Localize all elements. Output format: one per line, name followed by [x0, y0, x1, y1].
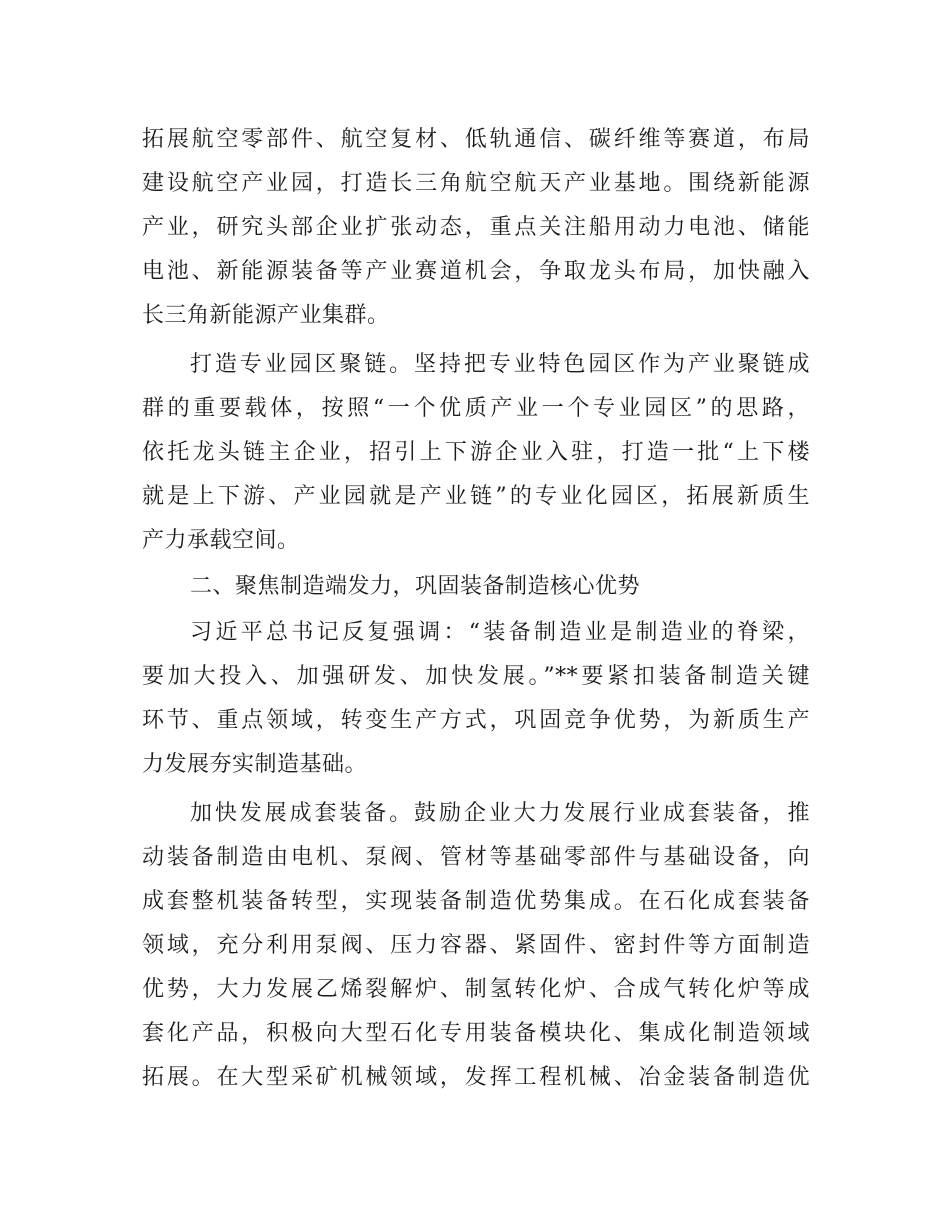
text-line: 环节、重点领域，转变生产方式，巩固竞争优势，为新质生产 [142, 708, 810, 733]
text-line: 动装备制造由电机、泵阀、管材等基础零部件与基础设备，向 [142, 845, 810, 870]
text-line: 要加大投入、加强研发、加快发展。”**要紧扣装备制造关键 [142, 664, 810, 689]
text-line: 习近平总书记反复强调：“装备制造业是制造业的脊梁， [190, 620, 810, 645]
text-line: 成套整机装备转型，实现装备制造优势集成。在石化成套装备 [142, 889, 810, 914]
text-line: 建设航空产业园，打造长三角航空航天产业基地。围绕新能源 [142, 171, 810, 196]
text-line: 长三角新能源产业集群。 [142, 303, 390, 328]
text-line: 拓展航空零部件、航空复材、低轨通信、碳纤维等赛道，布局 [142, 127, 810, 152]
text-line: 群的重要载体，按照“一个优质产业一个专业园区”的思路， [142, 396, 810, 421]
text-line: 就是上下游、产业园就是产业链”的专业化园区，拓展新质生 [142, 484, 810, 509]
section-heading: 二、聚焦制造端发力，巩固装备制造核心优势 [190, 574, 641, 599]
text-line: 套化产品，积极向大型石化专用装备模块化、集成化制造领域 [142, 1021, 810, 1046]
text-line: 产业，研究头部企业扩张动态，重点关注船用动力电池、储能 [142, 215, 810, 240]
text-line: 电池、新能源装备等产业赛道机会，争取龙头布局，加快融入 [142, 259, 810, 284]
paragraph-heading-line: 打造专业园区聚链。坚持把专业特色园区作为产业聚链成 [190, 352, 810, 377]
text-line: 拓展。在大型采矿机械领域，发挥工程机械、冶金装备制造优 [142, 1065, 810, 1090]
text-line: 领域，充分利用泵阀、压力容器、紧固件、密封件等方面制造 [142, 933, 810, 958]
text-line: 依托龙头链主企业，招引上下游企业入驻，打造一批“上下楼 [142, 440, 810, 465]
text-line: 产力承载空间。 [142, 528, 300, 553]
paragraph-heading-line: 加快发展成套装备。鼓励企业大力发展行业成套装备，推 [190, 801, 810, 826]
text-line: 力发展夯实制造基础。 [142, 752, 368, 777]
text-line: 优势，大力发展乙烯裂解炉、制氢转化炉、合成气转化炉等成 [142, 977, 810, 1002]
